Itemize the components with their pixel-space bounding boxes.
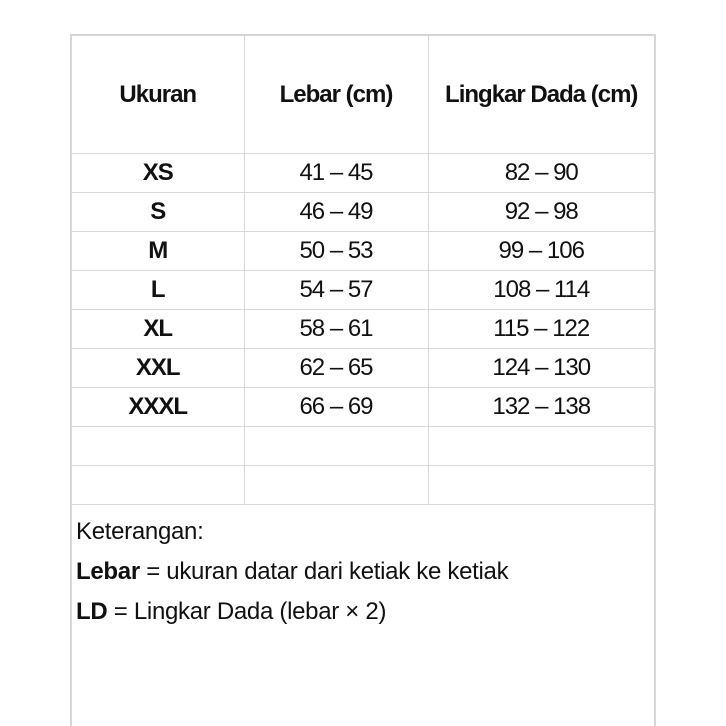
notes-block — [76, 512, 508, 632]
note-ld-term: LD — [76, 598, 108, 625]
lebar-cell: 41 – 45 — [244, 154, 428, 193]
header-ukuran: Ukuran — [72, 36, 244, 154]
table-row — [72, 271, 654, 310]
note-ld-definition: = Lingkar Dada (lebar × 2) — [107, 598, 387, 625]
lingkar-dada-cell: 82 – 90 — [428, 154, 654, 193]
table-row — [72, 349, 654, 388]
note-lebar — [76, 552, 508, 592]
note-ld — [76, 592, 508, 632]
empty-cell — [72, 427, 244, 466]
table-row — [72, 154, 654, 193]
header-lebar: Lebar (cm) — [244, 36, 428, 154]
table-row — [72, 193, 654, 232]
lingkar-dada-cell: 99 – 106 — [428, 232, 654, 271]
notes-heading: Keterangan: — [76, 518, 204, 545]
empty-table-row — [72, 427, 654, 466]
lingkar-dada-cell: 108 – 114 — [428, 271, 654, 310]
lingkar-dada-cell: 132 – 138 — [428, 388, 654, 427]
header-lingkar-dada: Lingkar Dada (cm) — [428, 36, 654, 154]
empty-cell — [428, 427, 654, 466]
size-table — [72, 36, 654, 505]
lebar-cell: 58 – 61 — [244, 310, 428, 349]
size-cell: M — [72, 232, 244, 271]
lebar-cell: 50 – 53 — [244, 232, 428, 271]
lebar-cell: 54 – 57 — [244, 271, 428, 310]
size-chart-sheet — [70, 34, 656, 726]
note-lebar-term: Lebar — [76, 558, 140, 585]
lebar-cell: 66 – 69 — [244, 388, 428, 427]
lingkar-dada-cell: 115 – 122 — [428, 310, 654, 349]
empty-cell — [244, 427, 428, 466]
size-cell: XXL — [72, 349, 244, 388]
note-lebar-definition: = ukuran datar dari ketiak ke ketiak — [139, 558, 509, 585]
table-header-row — [72, 36, 654, 154]
size-cell: XS — [72, 154, 244, 193]
table-row — [72, 310, 654, 349]
lebar-cell: 62 – 65 — [244, 349, 428, 388]
size-cell: XL — [72, 310, 244, 349]
table-row — [72, 232, 654, 271]
lingkar-dada-cell: 92 – 98 — [428, 193, 654, 232]
size-cell: S — [72, 193, 244, 232]
table-row — [72, 388, 654, 427]
size-cell: L — [72, 271, 244, 310]
lingkar-dada-cell: 124 – 130 — [428, 349, 654, 388]
empty-cell — [244, 466, 428, 505]
empty-cell — [428, 466, 654, 505]
size-cell: XXXL — [72, 388, 244, 427]
empty-cell — [72, 466, 244, 505]
lebar-cell: 46 – 49 — [244, 193, 428, 232]
empty-table-row — [72, 466, 654, 505]
